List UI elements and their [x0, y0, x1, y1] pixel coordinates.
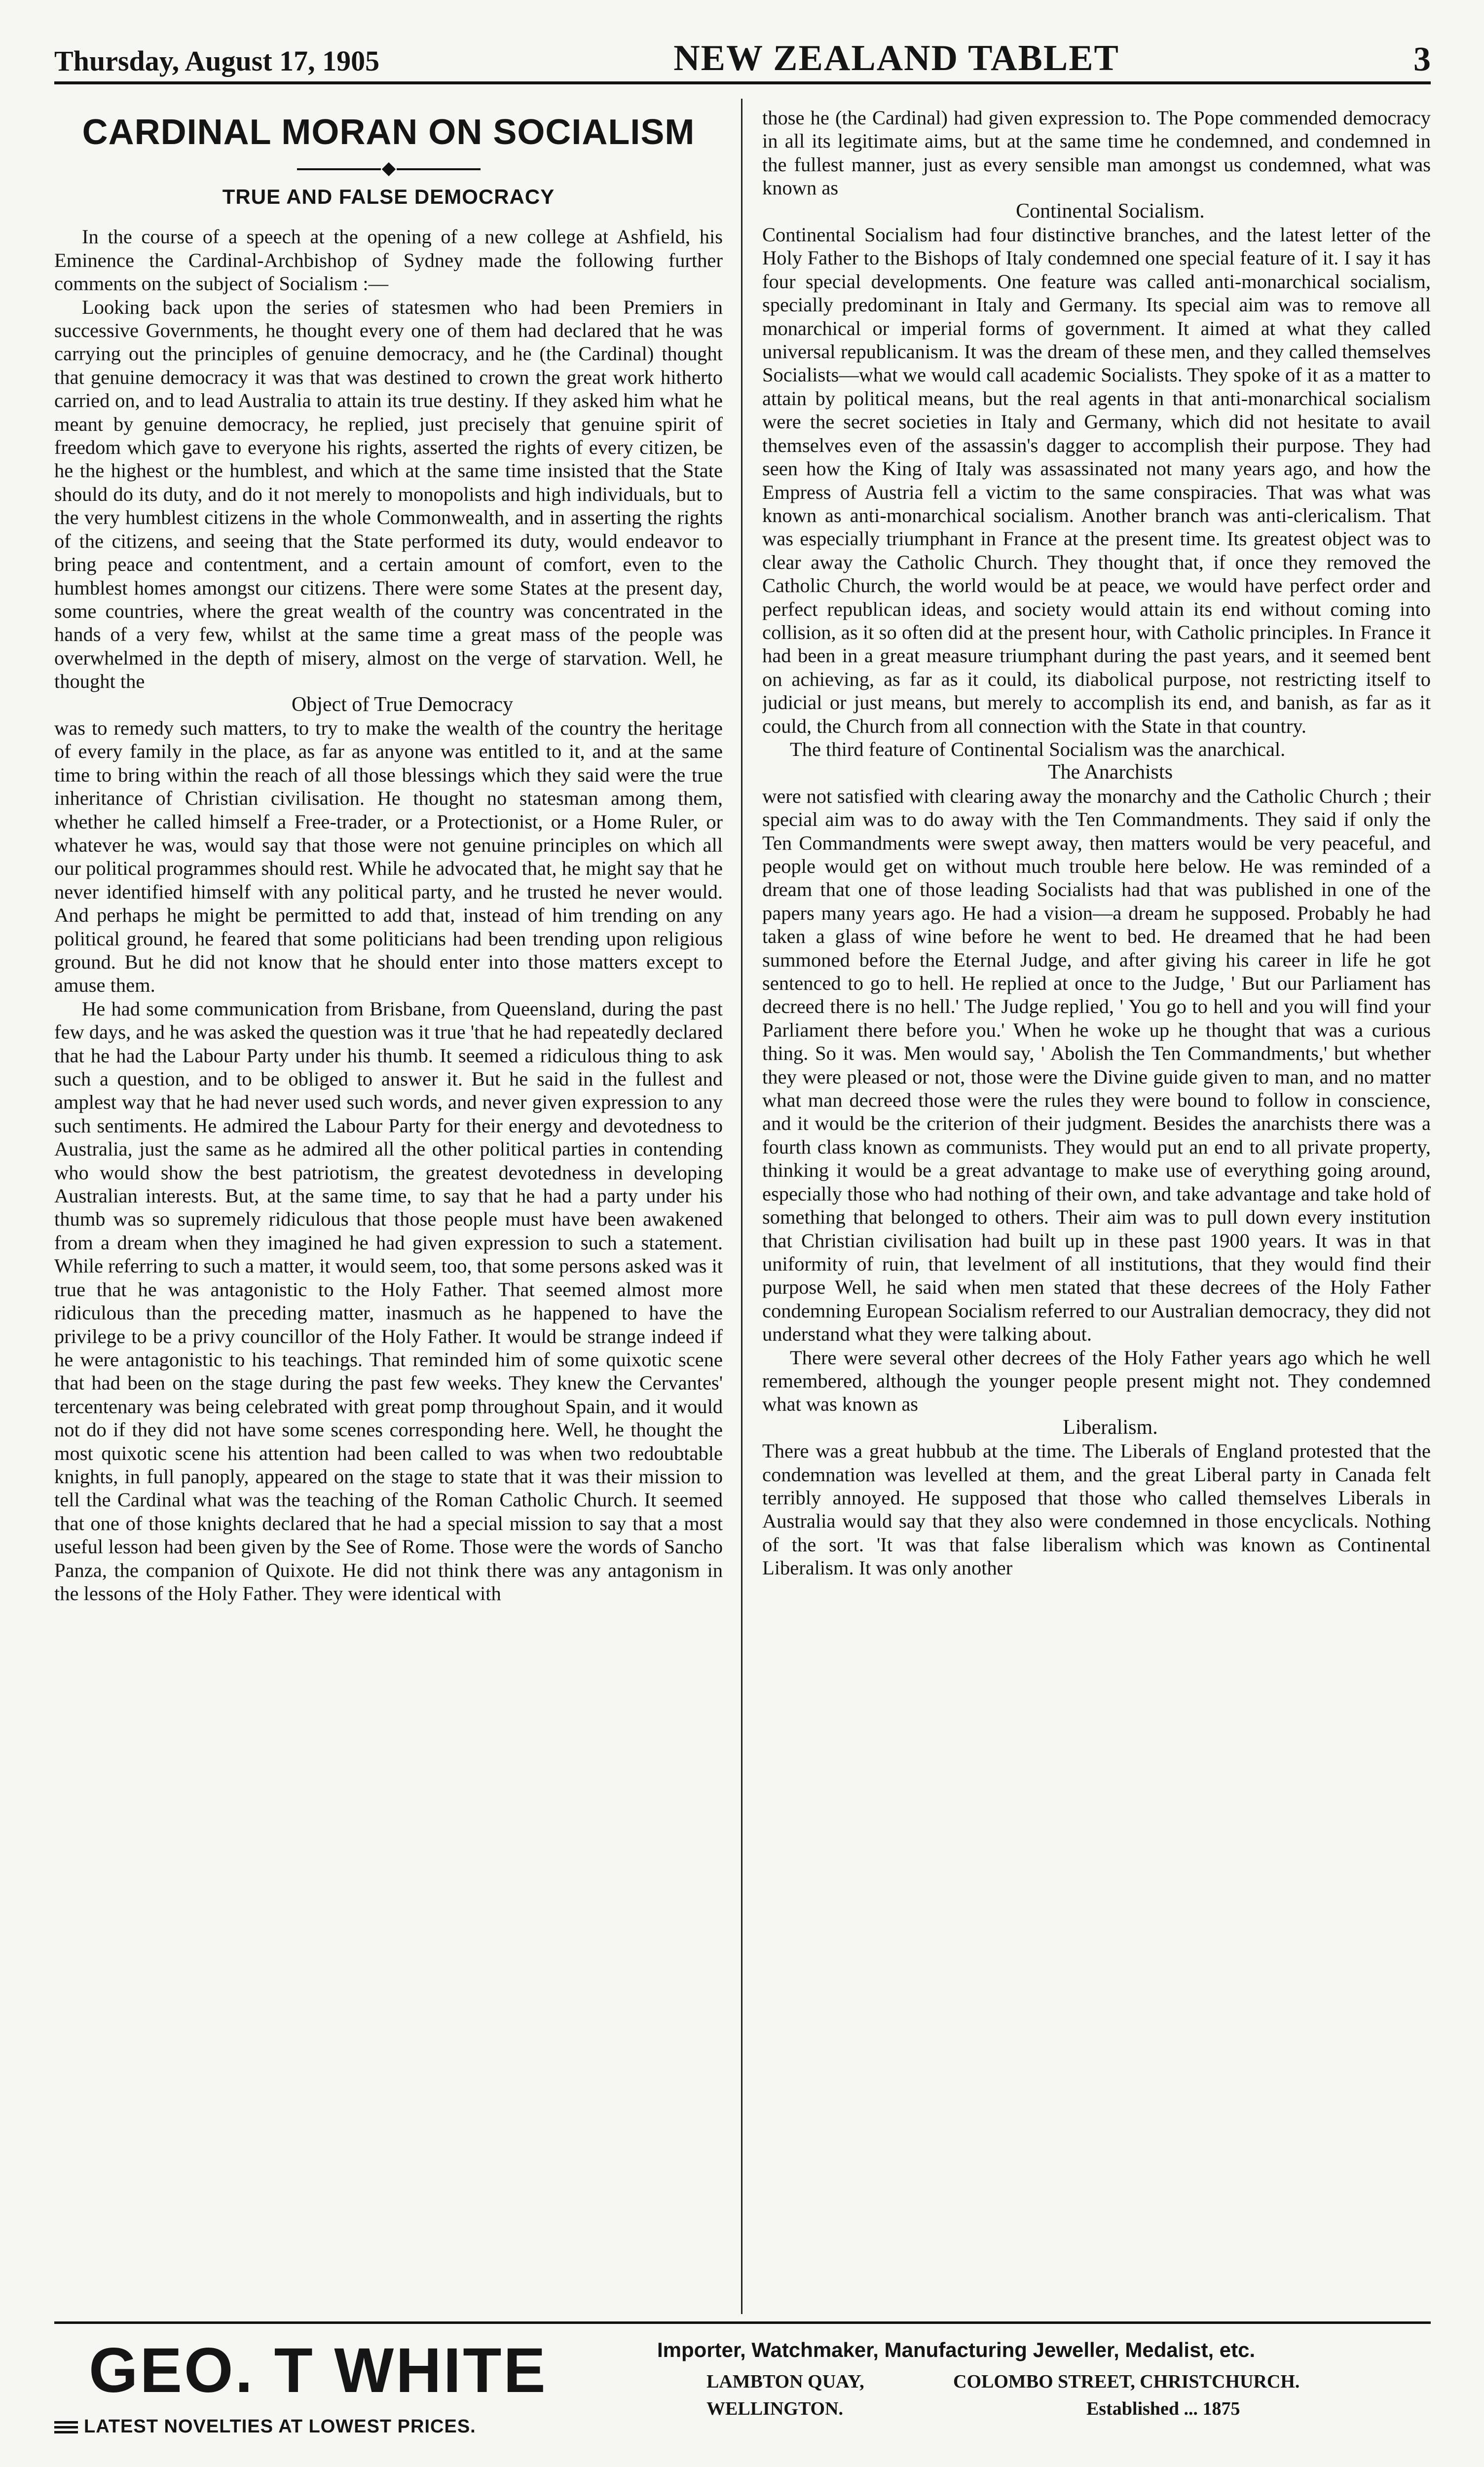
paragraph: There was a great hubbub at the time. The Liberals of England protested that the condemnation was levelled at them, and the great Liberal party in Canada felt terribly annoyed. He supposed that those who called themselves Liberals in Australia would say that they also were condemned in those encyclicals. Nothing of the sort. 'It was that false liberalism which was known as Continental Liberalism. It was only another [762, 1440, 1431, 1579]
advert-tagline: LATEST NOVELTIES AT LOWEST PRICES. [84, 2416, 476, 2437]
paragraph: those he (the Cardinal) had given expression to. The Pope commended democracy in all its legitimate aims, but at the same time he condemned, and condemned in the fullest manner, just as every sensible man amongst us condemned, what was known as [762, 107, 1431, 199]
advert-established: Established ... 1875 [1086, 2398, 1240, 2419]
section-heading: Liberalism. [1063, 1416, 1158, 1439]
pointing-rules-icon [54, 2418, 78, 2436]
paragraph: He had some communication from Brisbane, from Queensland, during the past few days, and he was asked the question was it true 'that he had repeatedly declared that he had the Labour Party under his thumb. It seemed a ridiculous thing to ask such a question, and to be obliged to answer it. But he said in the fullest and amplest way that he had never used such words, and never given expression to any such sentiments. He admired the Labour Party for their energy and devotedness to Australia, just the same as he admired all the other political parties in contending who would show the best patriotism, the greatest devotedness in developing Australian interests. But, at the same time, to say that he had a party under his thumb was so supremely ridiculous that those people must have been awakened from a dream when they imagined he had given expression to such a statement. While referring to such a matter, it would seem, too, that some persons asked was it true that he was antagonistic to the Holy Father. That seemed almost more ridiculous than the preceding matter, inasmuch as he happened to have the privilege to be a privy councillor of the Holy Father. It would be strange indeed if he were antagonistic to his teachings. That reminded him of some quixotic scene that had been on the stage during the past few weeks. They knew the Cervantes' tercentenary was being celebrated with great pomp throughout Spain, and it would not do if they did not have some scenes corresponding here. Well, he thought the most quixotic scene his attention had been called to was when two redoubtable knights, in full panoply, appeared on the stage to state that it was their mission to tell the Cardinal what was the teaching of the Roman Catholic Church. It seemed that one of those knights declared that he had a special mission to say that a most useful lesson had been given by the See of Rome. Those were the words of Sancho Panza, the companion of Quixote. He did not think there was any antagonism in the lessons of the Holy Father. They were identical with [54, 997, 723, 1605]
advert-brand: GEO. T WHITE [89, 2335, 548, 2406]
paragraph: There were several other decrees of the Holy Father years ago which he well remembered, although the younger people present might not. They condemned what was known as [762, 1346, 1431, 1416]
advertisement [54, 2336, 1431, 2465]
paragraph: were not satisfied with clearing away the monarchy and the Catholic Church ; their special aim was to do away with the Ten Commandments. They said if only the Ten Commandments were swept away, then matters would be very peaceful, and people would get on without much trouble here below. He was reminded of a dream that one of those leading Socialists had that was published in one of the papers many years ago. He had a vision—a dream he supposed. Probably he had taken a glass of wine before he went to bed. He dreamed that he had been summoned before the Eternal Judge, and after giving his career in life he got sentenced to go to hell. He replied at once to the Judge, ' But our Parliament has decreed there is no hell.' The Judge replied, ' You go to hell and you will find your Parliament there before you.' When he woke up he thought that was a curious thing. So it was. Men would say, ' Abolish the Ten Commandments,' but whether they were pleased or not, those were the Divine guide given to man, and no matter what man decreed those were the rules they were bound to follow in conscience, and it would be the criterion of their judgment. Besides the anarchists there was a fourth class known as communists. They would put an end to all private property, thinking it would be a great advantage to make use of everything going around, especially those who had nothing of their own, and take advantage and take hold of something that belonged to others. Their aim was to pull down every institution that Christian civilisation had built up in these past 1900 years. It was in that uniformity of ruin, that levelment of all institutions, that they would find their purpose Well, he said when men stated that these decrees of the Holy Father condemning European Socialism referred to our Australian democracy, they did not understand what they were talking about. [762, 785, 1431, 1346]
advert-rule [54, 2321, 1431, 2324]
section-heading: Continental Socialism. [1016, 199, 1205, 223]
diamond-ornament-icon [381, 162, 395, 176]
article-column-right [762, 106, 1431, 2312]
publication-title: NEW ZEALAND TABLET [673, 38, 1119, 78]
article-column-left [54, 106, 723, 2312]
headline-ornament [54, 164, 723, 174]
paragraph: The third feature of Continental Socialism was the anarchical. [790, 738, 1286, 760]
paragraph: was to remedy such matters, to try to make the wealth of the country the heritage of every family in the place, as far as anyone was entitled to it, and at the same time to bring within the reach of all those blessings which they said were the true inheritance of Christian civilisation. He thought no statesman among them, whether he called himself a Free-trader, or a Protectionist, or a Home Ruler, or whatever he was, would say that those were not genuine principles on which all our political programmes should rest. While he advocated that, he might say that he never identified himself with any political party, and he trusted he never would. And perhaps he might be permitted to add that, instead of him trending on any political ground, he feared that some politicians had been trending upon religious ground. But he did not know that he should enter into those matters except to amuse them. [54, 716, 723, 997]
advert-address-left: LAMBTON QUAY, [706, 2371, 864, 2392]
paragraph: Looking back upon the series of statesmen who had been Premiers in successive Governments, he thought every one of them had declared that he was carrying out the principles of genuine democracy, and he (the Cardinal) thought that genuine democracy it was that was destined to crown the great work hitherto carried on, and to lead Australia to attain its true destiny. If they asked him what he meant by genuine democracy, he replied, just precisely that genuine spirit of freedom which gave to everyone his rights, asserted the rights of every citizen, be he the highest or the humblest, and which at the same time insisted that the State should do its duty, and do it not merely to monopolists and high individuals, but to the very humblest citizens in the whole Commonwealth, and in asserting the rights of the citizens, and seeing that the State performed its duty, would endeavor to bring peace and contentment, and a certain amount of comfort, even to the humblest homes amongst our citizens. There were some States at the present day, some countries, where the great wealth of the country was concentrated in the hands of a very few, whilst at the same time a great mass of the people was overwhelmed in the depth of misery, almost on the verge of starvation. Well, he thought the [54, 296, 723, 693]
section-heading: Object of True Democracy [291, 693, 514, 716]
advert-trade: Importer, Watchmaker, Manufacturing Jeweller, Medalist, etc. [657, 2338, 1256, 2361]
advert-tagline-row [54, 2416, 476, 2437]
advert-address-right: COLOMBO STREET, CHRISTCHURCH. [953, 2371, 1300, 2392]
article-subheadline: TRUE AND FALSE DEMOCRACY [222, 185, 555, 208]
paragraph: In the course of a speech at the opening of a new college at Ashfield, his Eminence the Cardinal-Archbishop of Sydney made the following further comments on the subject of Socialism :— [54, 225, 723, 295]
article-headline: CARDINAL MORAN ON SOCIALISM [82, 112, 695, 152]
column-divider [741, 99, 742, 2314]
masthead [54, 35, 1431, 84]
page-number: 3 [1413, 40, 1431, 78]
advert-city: WELLINGTON. [706, 2398, 843, 2419]
issue-date: Thursday, August 17, 1905 [54, 45, 380, 77]
paragraph: Continental Socialism had four distinctive branches, and the latest letter of the Holy Father to the Bishops of Italy condemned one special feature of it. I say it has four special developments. One feature was called anti-monarchical socialism, specially predominant in Italy and Germany. Its special aim was to remove all monarchical or imperial forms of government. It aimed at what they called universal republicanism. It was the dream of these men, and they called themselves Socialists—what we would call academic Socialists. They spoke of it as a matter to attain by political means, but the real agents in that anti-monarchical socialism were the secret societies in Italy and Germany, which did not hesitate to avail themselves even of the assassin's dagger to accomplish their purpose. They had seen how the King of Italy was assassinated not many years ago, and how the Empress of Austria fell a victim to the same conspiracies. That was what was known as anti-monarchical socialism. Another branch was anti-clericalism. That was especially triumphant in France at the present time. Its greatest object was to clear away the Catholic Church. They thought that, if once they removed the Catholic Church, the world would be at peace, we would have perfect order and perfect republican ideas, and society would attain its end without coming into collision, as it so often did at the present hour, with Catholic principles. In France it had been in a great measure triumphant during the past years, and it seemed bent on achieving, as far as it could, its diabolical purpose, not restricting itself to judicial or just means, but merely to accomplish its end, and banish, as far as it could, the Church from all connection with the State in that country. [762, 224, 1431, 737]
section-heading: The Anarchists [1047, 761, 1173, 784]
